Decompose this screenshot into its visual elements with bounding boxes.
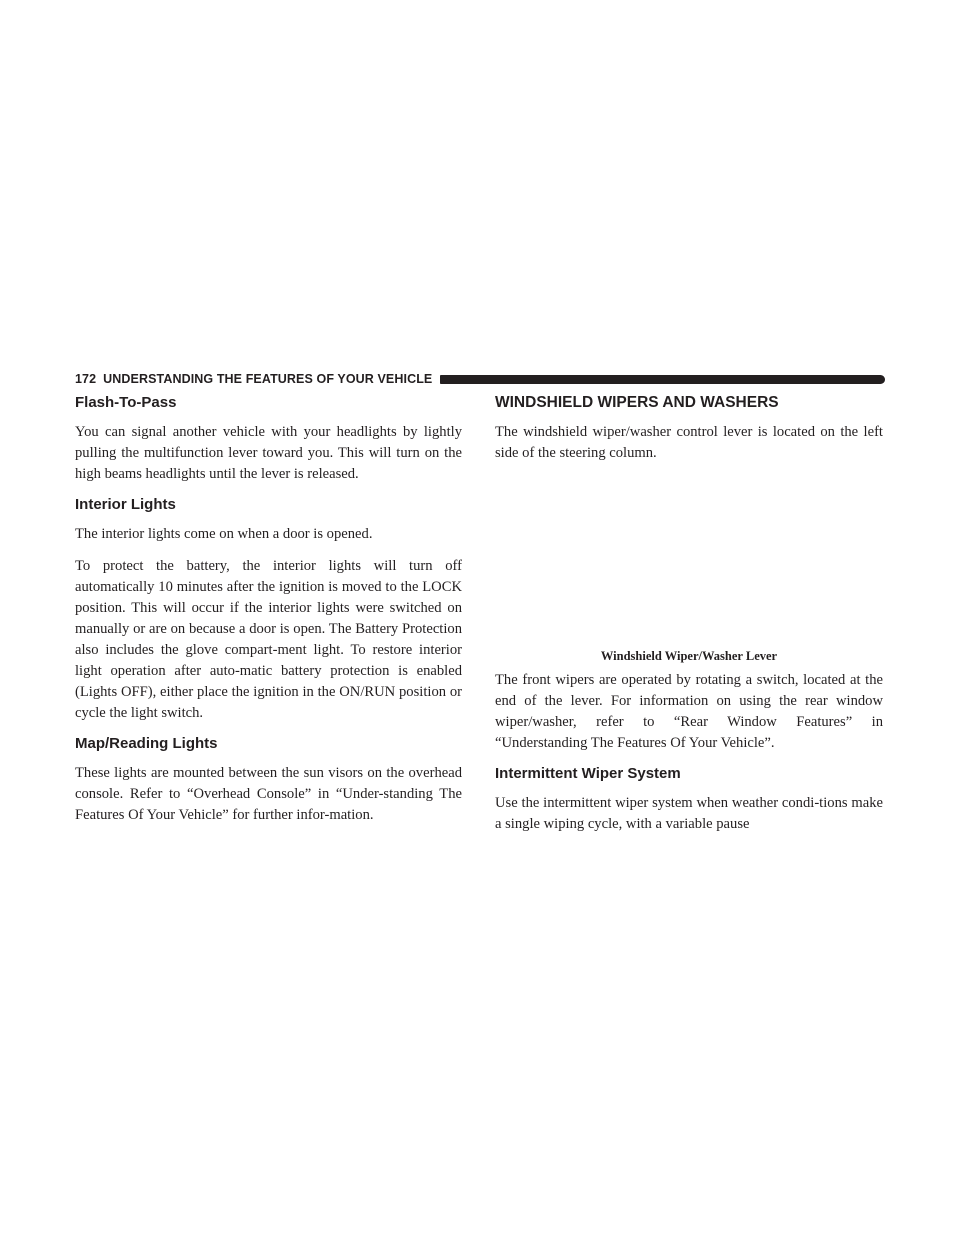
map-reading-lights-paragraph: These lights are mounted between the sun visors on the overhead console. Refer to “Overhead Console” in “Under-standing The Features Of Your Vehicle” for further infor-mation. [75, 765, 462, 823]
right-column [495, 394, 883, 846]
flash-to-pass-heading: Flash-To-Pass [75, 394, 177, 411]
page-number: 172 [75, 372, 97, 386]
left-column [75, 394, 462, 837]
windshield-wipers-section-heading: WINDSHIELD WIPERS AND WASHERS [495, 394, 779, 411]
page-header [75, 371, 885, 387]
map-reading-lights-heading: Map/Reading Lights [75, 735, 218, 752]
interior-lights-paragraph-1: The interior lights come on when a door is opened. [75, 526, 373, 542]
front-wipers-paragraph: The front wipers are operated by rotating a switch, located at the end of the lever. For information on using the rear window wiper/washer, refer to “Rear Window Features” in “Understanding The Features Of Your Vehicle”. [495, 672, 883, 751]
wiper-intro-paragraph: The windshield wiper/washer control lever is located on the left side of the steering column. [495, 424, 883, 461]
figure-caption: Windshield Wiper/Washer Lever [600, 649, 778, 663]
intermittent-wiper-heading: Intermittent Wiper System [495, 765, 681, 782]
interior-lights-heading: Interior Lights [75, 496, 176, 513]
intermittent-wiper-paragraph: Use the intermittent wiper system when weather condi-tions make a single wiping cycle, with a variable pause [495, 795, 883, 832]
interior-lights-paragraph-2: To protect the battery, the interior lights will turn off automatically 10 minutes after the ignition is moved to the LOCK position. This will occur if the interior lights were switched on manually or are on because a door is open. The Battery Protection also includes the glove compart-ment light. To restore interior light operation after auto-matic battery protection is enabled (Lights OFF), either place the ignition in the ON/RUN position or cycle the light switch. [75, 558, 462, 721]
wiper-lever-figure [495, 475, 883, 664]
flash-to-pass-paragraph: You can signal another vehicle with your headlights by lightly pulling the multifunction lever toward you. This will turn on the high beams headlights until the lever is released. [75, 424, 462, 482]
chapter-title: UNDERSTANDING THE FEATURES OF YOUR VEHICLE [103, 372, 433, 386]
header-rule [440, 375, 885, 384]
